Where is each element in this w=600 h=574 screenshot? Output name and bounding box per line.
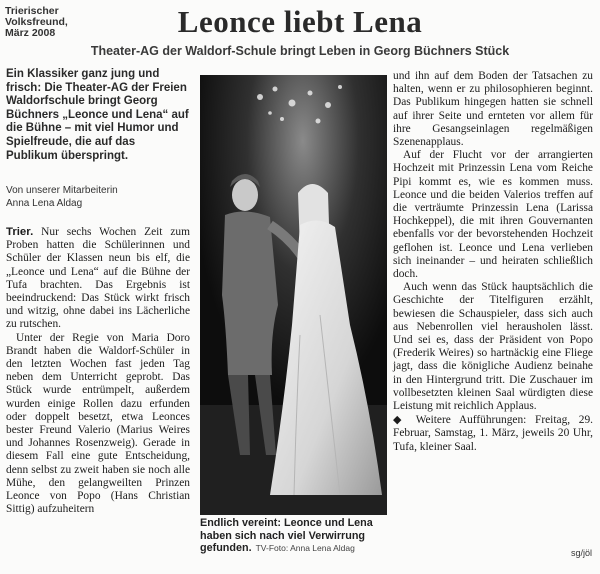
subheadline: Theater-AG der Waldorf-Schule bringt Leben in Georg Büchners Stück (90, 44, 510, 58)
lead-paragraph: Ein Klassiker ganz jung und frisch: Die Theater-AG der Freien Waldorfschule bringt Georg Büchners „Leonce und Lena“ auf die Bühne – mit viel Humor und Spielfreude, die auf das Publikum überspringt. (6, 68, 189, 162)
byline-line-1: Von unserer Mitarbeiterin (6, 185, 118, 196)
caption-text: Endlich vereint: Leonce und Lena haben sich nach viel Verwirrung gefunden. (200, 517, 373, 555)
photo-credit: TV-Foto: Anna Lena Aldag (255, 543, 355, 554)
article-paragraph-3: und ihn auf dem Boden der Tatsachen zu halten, wenn er zu philosophieren beginnt. Das Publikum hingegen hatten sie schnell auf ihrer Seite und ernteten vor allem für ihre Gesangseinlagen regelmäßigen Szenenapplaus. (393, 70, 593, 149)
source-line-3: März 2008 (5, 27, 56, 39)
article-column-left (6, 226, 190, 516)
performance-dates (393, 413, 593, 454)
source-line-2: Volksfreund, (5, 16, 68, 28)
photo-caption (200, 517, 387, 555)
photo-leonce-and-lena-image (200, 75, 387, 515)
article-paragraph-1 (6, 226, 190, 332)
byline (6, 185, 190, 210)
dateline: Trier. (6, 226, 34, 238)
headline: Leonce liebt Lena (177, 4, 423, 39)
paragraph-1-text: Nur sechs Wochen Zeit zum Proben hatten die Schülerinnen und Schüler der Klassen neun bis elf, die „Leonce und Lena“ auf die Bühne der Tufa brachten. Das Ergebnis ist beeindruckend: Das Stück wirkt frisch und witzig, ohne dabei ins Lächerliche zu rutschen. (6, 226, 190, 331)
author-signature: sg/jöl (570, 548, 592, 558)
article-photo (200, 75, 387, 515)
diamond-bullet-icon: ◆ (393, 413, 408, 427)
byline-author: Anna Lena Aldag (6, 197, 83, 209)
article-paragraph-5: Auch wenn das Stück hauptsächlich die Geschichte der Titelfiguren erzählt, bewiesen die Schauspieler, dass sich auch aus Nebenrollen viel herausholen lässt. Und sei es, dass der Präsident von Popo (Frederik Weires) so hartnäckig eine Fliege jagt, dass die königliche Audienz beinahe in den Hintergrund tritt. Die Zuschauer im vollbesetzten kleinen Saal würdigten diese Leistung mit reichlich Applaus. (393, 281, 593, 413)
article-column-right (393, 70, 593, 454)
performance-dates-label: Weitere Aufführungen: (415, 414, 527, 427)
performance-dates-text: Freitag, 29. Februar, Samstag, 1. März, jeweils 20 Uhr, Tufa, kleiner Saal. (393, 414, 593, 453)
article-paragraph-2: Unter der Regie von Maria Doro Brandt haben die Waldorf-Schüler in den letzten Wochen fast jeden Tag neben dem Unterricht geprobt. Das Stück wurde entrümpelt, außerdem wurden einige Rollen dazu erfunden oder doppelt besetzt, etwa Leonces bester Freund Valerio (Marius Weires und Johannes Rosenzweig). Gerade in diesem Fall eine gute Entscheidung, denn selbst zu zweit haben sie noch alle Mühe, den gelangweilten Prinzen Leonce von Popo (Hans Christian Sittig) aufzuheitern (6, 331, 190, 516)
source-line-1: Trierischer (5, 5, 59, 17)
article-paragraph-4: Auf der Flucht vor der arrangierten Hochzeit mit Prinzessin Lena vom Reiche Pipi kommt es, wie es kommen muss. Leonce und die beiden Valerios treffen auf die verträumte Prinzessin Lena (Larissa Hochkeppel), die mit ihren Gouvernanten ebenfalls vor der bevorstehenden Hochzeit geflohen ist. Leonce und Lena verlieben sich ineinander – und heiraten schließlich doch. (393, 149, 593, 281)
